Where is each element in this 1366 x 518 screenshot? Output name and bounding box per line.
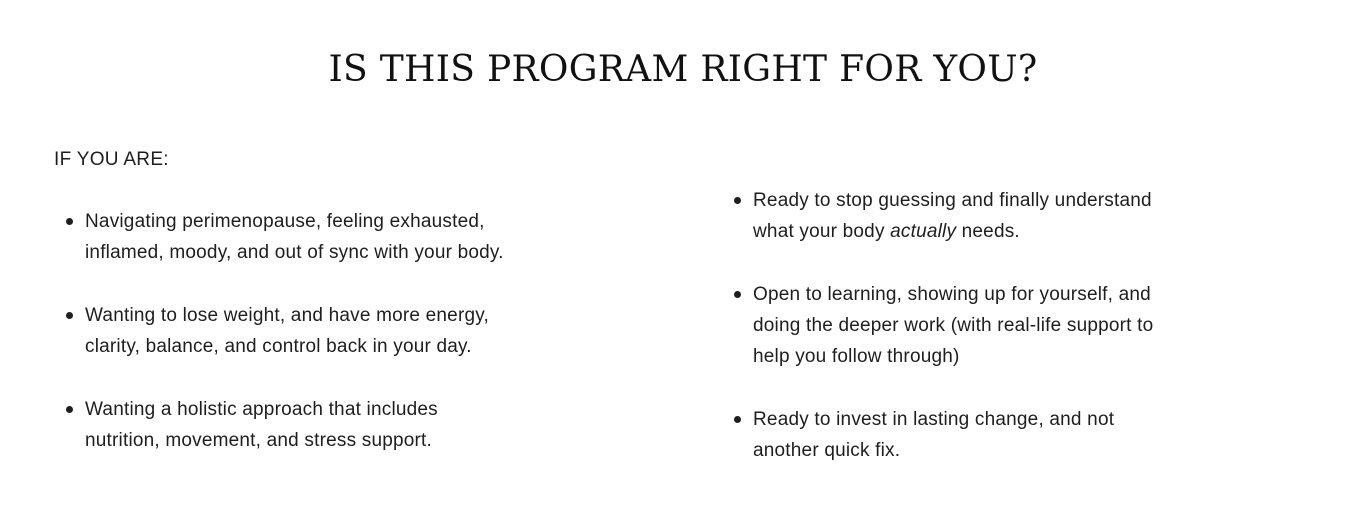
list-item-line: Navigating perimenopause, feeling exhausted, (85, 211, 485, 232)
bullet-icon (734, 291, 741, 298)
list-item-line: Ready to invest in lasting change, and not (753, 409, 1115, 430)
bullet-icon (66, 406, 73, 413)
list-item (54, 394, 584, 456)
list-item-line: Wanting to lose weight, and have more energy, (85, 305, 490, 326)
list-item (722, 185, 1222, 247)
right-criteria-list (722, 185, 1222, 498)
list-item-line: nutrition, movement, and stress support. (85, 430, 432, 451)
list-item-line: Wanting a holistic approach that includes (85, 399, 438, 420)
list-item-line: another quick fix. (753, 440, 901, 461)
list-item (54, 206, 584, 268)
bullet-icon (66, 218, 73, 225)
bullet-icon (66, 312, 73, 319)
list-item-line: Open to learning, showing up for yourself, and (753, 284, 1151, 305)
page-title: IS THIS PROGRAM RIGHT FOR YOU? (328, 49, 1038, 90)
emphasis-text: actually (890, 221, 957, 242)
list-item-text: what your body (753, 221, 891, 242)
intro-label: IF YOU ARE: (54, 149, 169, 170)
list-item-line: doing the deeper work (with real-life support to (753, 315, 1154, 336)
bullet-icon (734, 197, 741, 204)
bullet-icon (734, 416, 741, 423)
list-item (722, 404, 1222, 466)
list-item-text: needs. (956, 221, 1020, 242)
list-item-line: help you follow through) (753, 346, 960, 367)
list-item (722, 279, 1222, 372)
list-item-line: inflamed, moody, and out of sync with your body. (85, 242, 504, 263)
list-item (54, 300, 584, 362)
list-item-line: clarity, balance, and control back in your day. (85, 336, 472, 357)
list-item-line: Ready to stop guessing and finally understand (753, 190, 1152, 211)
left-criteria-list (54, 206, 584, 488)
